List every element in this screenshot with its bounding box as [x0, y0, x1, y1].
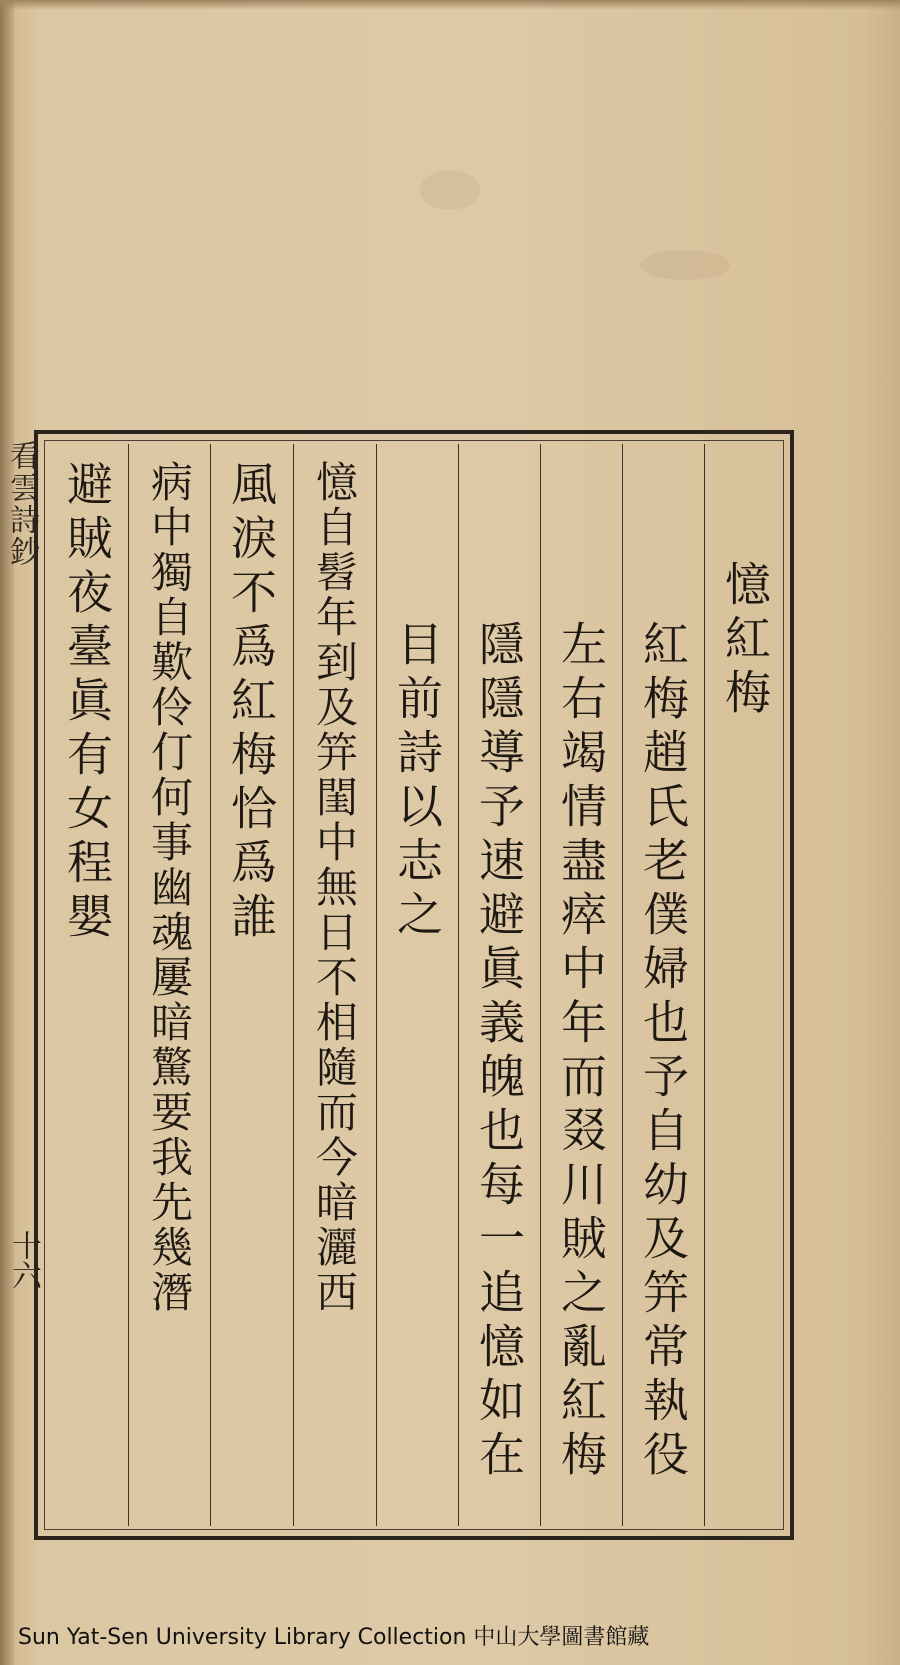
column-rule	[128, 444, 129, 1526]
preface-line-1: 紅梅趙氏老僕婦也予自幼及笄常執役	[636, 620, 690, 1484]
poem-title: 憶紅梅	[718, 560, 772, 722]
paper-stain	[640, 250, 730, 280]
poem-line-4: 避賊夜臺眞有女程嬰	[60, 460, 114, 946]
poem-line-3: 病中獨自歎伶仃何事幽魂屢暗驚要我先幾潛	[145, 460, 194, 1315]
column-rule	[458, 444, 459, 1526]
poem-line-1: 憶自髫年到及笄閨中無日不相隨而今暗灑西	[310, 460, 359, 1315]
top-edge-shadow	[0, 0, 900, 10]
preface-line-2: 左右竭情盡瘁中年而叕川賊之亂紅梅	[554, 620, 608, 1484]
preface-line-4: 目前詩以志之	[390, 620, 444, 944]
preface-line-3: 隱隱導予速避眞義魄也每一追憶如在	[472, 620, 526, 1484]
library-collection-caption: Sun Yat-Sen University Library Collection 中山大學圖書館藏	[18, 1625, 650, 1650]
column-rule	[622, 444, 623, 1526]
column-rule	[704, 444, 705, 1526]
column-rule	[540, 444, 541, 1526]
margin-book-title: 看雲詩鈔	[4, 440, 39, 568]
column-rule	[293, 444, 294, 1526]
column-rule	[210, 444, 211, 1526]
column-rule	[376, 444, 377, 1526]
spine-edge	[0, 0, 14, 1665]
margin-page-number: 十六	[6, 1230, 41, 1290]
paper-stain	[420, 170, 480, 210]
poem-line-2: 風淚不爲紅梅恰爲誰	[224, 460, 278, 946]
